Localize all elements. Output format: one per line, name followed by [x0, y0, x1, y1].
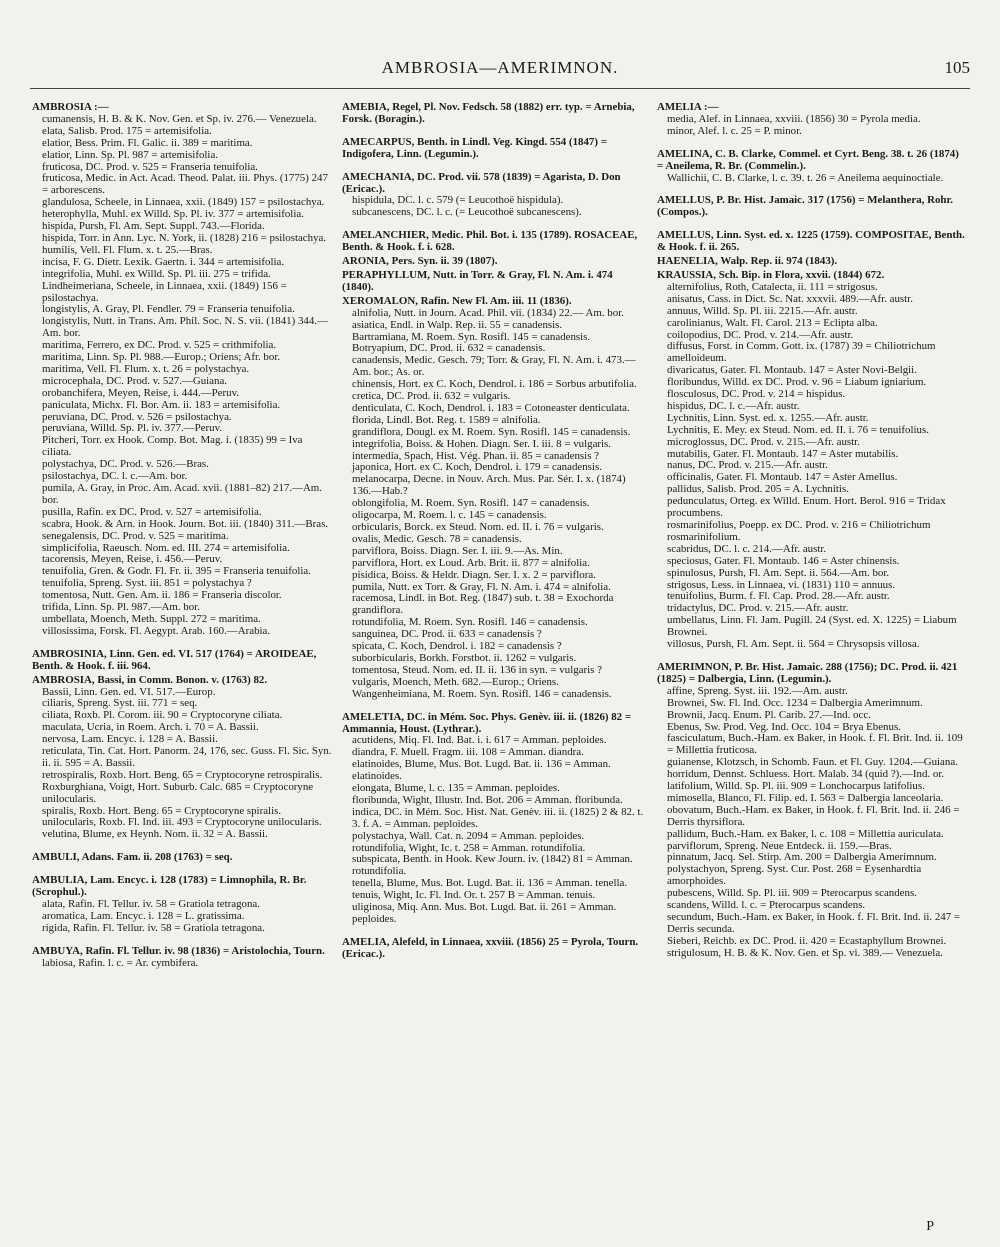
species-entry: nanus, DC. Prod. v. 215.—Afr. austr.: [667, 459, 828, 472]
species-entry: coilopodius, DC. Prod. v. 214.—Afr. austr.: [667, 328, 854, 341]
species-entry: Wallichii, C. B. Clarke, l. c. 39. t. 26 = Aneilema aequinoctiale.: [667, 171, 944, 184]
column-right: [657, 100, 967, 1210]
species-entry: affine, Spreng. Syst. iii. 192.—Am. austr.: [667, 684, 848, 697]
header-rule: [30, 88, 970, 89]
species-entry: fruticosa, Medic. in Act. Acad. Theod. Palat. iii. Phys. (1775) 247 = arborescens.: [42, 172, 328, 197]
species-entry: pisidica, Boiss. & Heldr. Diagn. Ser. I. x. 2 = parviflora.: [352, 568, 596, 581]
species-entry: alnifolia, Nutt. in Journ. Acad. Phil. vii. (1834) 22.— Am. bor.: [352, 306, 624, 319]
species-entry: pubescens, Willd. Sp. Pl. iii. 909 = Pterocarpus scandens.: [667, 887, 917, 900]
species-entry: rosmarinifolius, Poepp. ex DC. Prod. v. 216 = Chiliotrichum rosmarinifolium.: [667, 519, 931, 543]
genus-entry: KRAUSSIA, Sch. Bip. in Flora, xxvii. (1844) 672.: [657, 268, 885, 281]
species-entry: grandiflora, Dougl. ex M. Roem. Syn. Rosifl. 145 = canadensis.: [352, 425, 631, 438]
species-entry: pumila, A. Gray, in Proc. Am. Acad. xvii. (1881–82) 217.—Am. bor.: [42, 482, 323, 506]
genus-entry: AMELLUS, P. Br. Hist. Jamaic. 317 (1756) = Melanthera, Rohr. (Compos.).: [657, 194, 954, 219]
species-entry: officinalis, Gater. Fl. Montaub. 147 = Aster Amellus.: [667, 471, 898, 484]
species-entry: incisa, F. G. Dietr. Lexik. Gaertn. i. 344 = artemisifolia.: [42, 255, 285, 268]
running-title: AMBROSIA—AMERIMNON.: [381, 58, 619, 77]
species-entry: heterophylla, Muhl. ex Willd. Sp. Pl. iv. 377 = artemisifolia.: [42, 208, 304, 221]
species-entry: Lychnitis, Linn. Syst. ed. x. 1255.—Afr. austr.: [667, 411, 869, 424]
entry-spacer: [657, 651, 967, 660]
species-entry: racemosa, Lindl. in Bot. Reg. (1847) sub. t. 38 = Exochorda grandiflora.: [352, 592, 614, 617]
species-entry: umbellata, Moench, Meth. Suppl. 272 = maritima.: [42, 612, 261, 625]
species-entry: strigosus, Less. in Linnaea, vi. (1831) 110 = annuus.: [667, 578, 896, 591]
species-entry: nervosa, Lam. Encyc. i. 128 = A. Bassii.: [42, 733, 218, 746]
species-entry: mimosella, Blanco, Fl. Filip. ed. I. 563 = Dalbergia lanceolaria.: [667, 791, 944, 804]
species-entry: aromatica, Lam. Encyc. i. 128 = L. gratissima.: [42, 909, 245, 922]
species-entry: tomentosa, Steud. Nom. ed. II. ii. 136 in syn. = vulgaris ?: [352, 663, 602, 676]
species-entry: elatinoides, Blume, Mus. Bot. Lugd. Bat. ii. 136 = Amman. elatinoides.: [352, 758, 611, 783]
species-entry: japonica, Hort. ex C. Koch, Dendrol. i. 179 = canadensis.: [352, 461, 602, 474]
species-entry: elatior, Bess. Prim. Fl. Galic. ii. 389 = maritima.: [42, 136, 253, 149]
species-entry: umbellatus, Linn. Fl. Jam. Pugill. 24 (Syst. ed. X. 1225) = Liabum Brownei.: [667, 614, 957, 639]
species-entry: Pitcheri, Torr. ex Hook. Comp. Bot. Mag. i. (1835) 99 = Iva ciliata.: [42, 434, 303, 459]
entry-spacer: [657, 138, 967, 147]
species-entry: scabra, Hook. & Arn. in Hook. Journ. Bot. iii. (1840) 311.—Bras.: [42, 517, 329, 530]
species-entry: spinulosus, Pursh, Fl. Am. Sept. ii. 564.—Am. bor.: [667, 566, 890, 579]
species-entry: rigida, Rafin. Fl. Tellur. iv. 58 = Gratiola tetragona.: [42, 921, 265, 934]
species-entry: velutina, Blume, ex Heynh. Nom. ii. 32 = A. Bassii.: [42, 828, 268, 841]
species-entry: polystachyon, Spreng. Syst. Cur. Post. 268 = Eysenhardtia amorphoides.: [667, 863, 922, 888]
genus-entry: AMECARPUS, Benth. in Lindl. Veg. Kingd. 554 (1847) = Indigofera, Linn. (Legumin.).: [342, 135, 607, 160]
entry-spacer: [32, 935, 332, 944]
species-entry: parviflora, Boiss. Diagn. Ser. I. iii. 9.—As. Min.: [352, 544, 563, 557]
species-entry: unilocularis, Roxb. Fl. Ind. iii. 493 = Cryptocoryne unilocularis.: [42, 816, 322, 829]
genus-entry: AMBULIA, Lam. Encyc. i. 128 (1783) = Limnophila, R. Br. (Scrophul.).: [32, 874, 307, 899]
species-entry: indica, DC. in Mém. Soc. Hist. Nat. Genèv. iii. ii. (1825) 2 & 82. t. 3. f. A. = Amman. peploides.: [352, 805, 644, 830]
species-entry: hispidula, DC. l. c. 579 (= Leucothoë hispidula).: [352, 194, 564, 207]
species-entry: tenuis, Wight, Ic. Fl. Ind. Or. t. 257 B = Amman. tenuis.: [352, 889, 596, 902]
species-entry: melanocarpa, Decne. in Nouv. Arch. Mus. Par. Sér. I. x. (1874) 136.—Hab.?: [352, 473, 626, 498]
genus-entry: AMBROSIA, Bassi, in Comm. Bonon. v. (1763) 82.: [32, 673, 268, 686]
species-entry: flosculosus, DC. Prod. v. 214 = hispidus.: [667, 388, 846, 401]
species-entry: cumanensis, H. B. & K. Nov. Gen. et Sp. iv. 276.— Venezuela.: [42, 112, 317, 125]
species-entry: media, Alef. in Linnaea, xxviii. (1856) 30 = Pyrola media.: [667, 112, 921, 125]
genus-entry: XEROMALON, Rafin. New Fl. Am. iii. 11 (1836).: [342, 294, 572, 307]
species-entry: tenuifolia, Gren. & Godr. Fl. Fr. ii. 395 = Franseria tenuifolia.: [42, 565, 311, 578]
entry-spacer: [342, 219, 647, 228]
species-entry: Lindheimeriana, Scheele, in Linnaea, xxii. (1849) 156 = psilostachya.: [42, 279, 287, 304]
species-entry: subcanescens, DC. l. c. (= Leucothoë subcanescens).: [352, 206, 582, 219]
species-entry: diffusus, Forst. in Comm. Gott. ix. (1787) 39 = Chiliotrichum amelloideum.: [667, 340, 936, 365]
species-entry: pedunculatus, Orteg. ex Willd. Enum. Hort. Berol. 916 = Tridax procumbens.: [667, 495, 946, 520]
species-entry: asiatica, Endl. in Walp. Rep. ii. 55 = canadensis.: [352, 318, 563, 331]
species-entry: strigulosum, H. B. & K. Nov. Gen. et Sp. vi. 389.— Venezuela.: [667, 946, 943, 959]
entry-spacer: [657, 184, 967, 193]
species-entry: integrifolia, Muhl. ex Willd. Sp. Pl. iii. 275 = trifida.: [42, 267, 271, 280]
species-entry: florida, Lindl. Bot. Reg. t. 1589 = alnifolia.: [352, 413, 541, 426]
species-entry: horridum, Dennst. Schluess. Hort. Malab. 34 (quid ?).—Ind. or.: [667, 768, 945, 781]
entry-spacer: [32, 841, 332, 850]
species-entry: rotundifolia, M. Roem. Syn. Rosifl. 146 = canadensis.: [352, 616, 588, 629]
species-entry: orobanchifera, Meyen, Reise, i. 444.—Peruv.: [42, 386, 240, 399]
species-entry: speciosus, Gater. Fl. Montaub. 146 = Aster chinensis.: [667, 554, 900, 567]
column-left: [32, 100, 332, 1210]
species-entry: alternifolius, Roth, Catalecta, ii. 111 = strigosus.: [667, 280, 878, 293]
species-entry: labiosa, Rafin. l. c. = Ar. cymbifera.: [42, 956, 199, 969]
species-entry: tenuifolia, Spreng. Syst. iii. 851 = polystachya ?: [42, 577, 252, 590]
page-header: [30, 58, 970, 82]
species-entry: oblongifolia, M. Roem. Syn. Rosifl. 147 = canadensis.: [352, 497, 590, 510]
species-entry: tacorensis, Meyen, Reise, i. 456.—Peruv.: [42, 553, 223, 566]
species-entry: rotundifolia, Wight, Ic. t. 258 = Amman. rotundifolia.: [352, 841, 586, 854]
genus-entry: AMELETIA, DC. in Mém. Soc. Phys. Genèv. iii. ii. (1826) 82 = Ammannia, Houst. (Lythrar.).: [342, 710, 632, 735]
species-entry: maculata, Ucria, in Roem. Arch. i. 70 = A. Bassii.: [42, 721, 259, 734]
species-entry: longistylis, A. Gray, Pl. Fendler. 79 = Franseria tenuifolia.: [42, 303, 295, 316]
species-entry: Ebenus, Sw. Prod. Veg. Ind. Occ. 104 = Brya Ebenus.: [667, 720, 901, 733]
genus-entry: PERAPHYLLUM, Nutt. in Torr. & Gray, Fl. N. Am. i. 474 (1840).: [342, 268, 613, 293]
species-entry: simplicifolia, Raeusch. Nom. ed. III. 274 = artemisifolia.: [42, 541, 290, 554]
species-entry: vulgaris, Moench, Meth. 682.—Europ.; Oriens.: [352, 675, 559, 688]
species-entry: canadensis, Medic. Gesch. 79; Torr. & Gray, Fl. N. Am. i. 473.—Am. bor.; As. or.: [352, 354, 636, 379]
species-entry: integrifolia, Boiss. & Hohen. Diagn. Ser. I. iii. 8 = vulgaris.: [352, 437, 612, 450]
genus-entry: AMBROSINIA, Linn. Gen. ed. VI. 517 (1764) = AROIDEAE, Benth. & Hook. f. iii. 964.: [32, 647, 317, 672]
species-entry: humilis, Vell. Fl. Flum. x. t. 25.—Bras.: [42, 243, 213, 256]
species-entry: elatior, Linn. Sp. Pl. 987 = artemisifolia.: [42, 148, 218, 161]
species-entry: pinnatum, Jacq. Sel. Stirp. Am. 200 = Dalbergia Amerimnum.: [667, 851, 937, 864]
species-entry: diandra, F. Muell. Fragm. iii. 108 = Amman. diandra.: [352, 746, 584, 759]
column-middle: [342, 100, 647, 1210]
species-entry: fasciculatum, Buch.-Ham. ex Baker, in Hook. f. Fl. Brit. Ind. ii. 109 = Millettia fruticosa.: [667, 732, 963, 757]
species-entry: subspicata, Benth. in Hook. Kew Journ. iv. (1842) 81 = Amman. rotundifolia.: [352, 853, 633, 878]
genus-entry: AMELIA, Alefeld, in Linnaea, xxviii. (1856) 25 = Pyrola, Tourn. (Ericac.).: [342, 935, 639, 960]
species-entry: glandulosa, Scheele, in Linnaea, xxii. (1849) 157 = psilostachya.: [42, 196, 325, 209]
species-entry: floribunda, Wight, Illustr. Ind. Bot. 206 = Amman. floribunda.: [352, 793, 623, 806]
entry-spacer: [342, 926, 647, 935]
genus-entry: AMBROSIA :—: [32, 101, 109, 113]
signature-mark: P: [926, 1219, 934, 1234]
entry-spacer: [342, 701, 647, 710]
entry-spacer: [657, 219, 967, 228]
genus-entry: ARONIA, Pers. Syn. ii. 39 (1807).: [342, 255, 498, 268]
species-entry: annuus, Willd. Sp. Pl. iii. 2215.—Afr. austr.: [667, 304, 858, 317]
genus-entry: AMELANCHIER, Medic. Phil. Bot. i. 135 (1789). ROSACEAE, Benth. & Hook. f. i. 628.: [342, 229, 638, 254]
species-entry: elata, Salisb. Prod. 175 = artemisifolia.: [42, 124, 212, 137]
genus-entry: HAENELIA, Walp. Rep. ii. 974 (1843).: [657, 255, 838, 268]
species-entry: sanguinea, DC. Prod. ii. 633 = canadensis ?: [352, 628, 542, 641]
species-entry: peruviana, DC. Prod. v. 526 = psilostachya.: [42, 410, 232, 423]
species-entry: microcephala, DC. Prod. v. 527.—Guiana.: [42, 374, 227, 387]
species-entry: Sieberi, Reichb. ex DC. Prod. ii. 420 = Ecastaphyllum Brownei.: [667, 934, 947, 947]
genus-entry: AMBULI, Adans. Fam. ii. 208 (1763) = seq.: [32, 851, 233, 864]
species-entry: pallidus, Salisb. Prod. 205 = A. Lychnitis.: [667, 483, 849, 496]
species-entry: uliginosa, Miq. Ann. Mus. Bot. Lugd. Bat. ii. 261 = Amman. peploides.: [352, 901, 617, 925]
species-entry: parviflorum, Spreng. Neue Entdeck. ii. 159.—Bras.: [667, 839, 892, 852]
species-entry: tomentosa, Nutt. Gen. Am. ii. 186 = Franseria discolor.: [42, 589, 282, 602]
species-entry: acutidens, Miq. Fl. Ind. Bat. i. i. 617 = Amman. peploides.: [352, 734, 607, 747]
species-entry: Wangenheimiana, M. Roem. Syn. Rosifl. 146 = canadensis.: [352, 687, 612, 700]
species-entry: anisatus, Cass. in Dict. Sc. Nat. xxxvii. 489.—Afr. austr.: [667, 292, 913, 305]
species-entry: Lychnitis, E. Mey. ex Steud. Nom. ed. II. i. 76 = tenuifolius.: [667, 423, 929, 436]
species-entry: trifida, Linn. Sp. Pl. 987.—Am. bor.: [42, 601, 200, 614]
species-entry: obovatum, Buch.-Ham. ex Baker, in Hook. f. Fl. Brit. Ind. ii. 246 = Derris thyrsiflora.: [667, 803, 960, 828]
genus-entry: AMERIMNON, P. Br. Hist. Jamaic. 288 (1756); DC. Prod. ii. 421 (1825) = Dalbergia, Linn. (Legumin.).: [657, 660, 958, 685]
genus-entry: AMELIA :—: [657, 101, 719, 113]
species-entry: villosissima, Forsk. Fl. Aegypt. Arab. 160.—Arabia.: [42, 624, 271, 637]
species-entry: Botryapium, DC. Prod. ii. 632 = canadensis.: [352, 342, 546, 355]
species-entry: tenuifolius, Burm. f. Fl. Cap. Prod. 28.—Afr. austr.: [667, 590, 890, 603]
species-entry: intermedia, Spach, Hist. Vég. Phan. ii. 85 = canadensis ?: [352, 449, 599, 462]
species-entry: villosus, Pursh, Fl. Am. Sept. ii. 564 = Chrysopsis villosa.: [667, 638, 920, 651]
entry-spacer: [342, 126, 647, 135]
species-entry: carolinianus, Walt. Fl. Carol. 213 = Eclipta alba.: [667, 316, 878, 329]
species-entry: alata, Rafin. Fl. Tellur. iv. 58 = Gratiola tetragona.: [42, 898, 260, 910]
species-entry: senegalensis, DC. Prod. v. 525 = maritima.: [42, 529, 229, 542]
species-entry: ciliaris, Spreng. Syst. iii. 771 = seq.: [42, 697, 198, 710]
species-entry: psilostachya, DC. l. c.—Am. bor.: [42, 470, 188, 483]
species-entry: divaricatus, Gater. Fl. Montaub. 147 = Aster Novi-Belgii.: [667, 364, 917, 377]
species-entry: suborbicularis, Borkh. Forstbot. ii. 1262 = vulgaris.: [352, 651, 577, 664]
species-entry: paniculata, Michx. Fl. Bor. Am. ii. 183 = artemisifolia.: [42, 398, 281, 411]
species-entry: retrospiralis, Roxb. Hort. Beng. 65 = Cryptocoryne retrospiralis.: [42, 768, 323, 781]
species-entry: hispida, Torr. in Ann. Lyc. N. York, ii. (1828) 216 = psilostachya.: [42, 231, 327, 244]
genus-entry: AMELINA, C. B. Clarke, Commel. et Cyrt. Beng. 38. t. 26 (1874) = Aneilema, R. Br. (Commelin.).: [657, 147, 959, 172]
species-entry: ciliata, Roxb. Pl. Corom. iii. 90 = Cryptocoryne ciliata.: [42, 709, 283, 722]
entry-spacer: [32, 638, 332, 647]
species-entry: longistylis, Nutt. in Trans. Am. Phil. Soc. N. S. vii. (1841) 344.—Am. bor.: [42, 315, 328, 340]
genus-entry: AMELLUS, Linn. Syst. ed. x. 1225 (1759). COMPOSITAE, Benth. & Hook. f. ii. 265.: [657, 229, 965, 254]
species-entry: parviflora, Hort. ex Loud. Arb. Brit. ii. 877 = alnifolia.: [352, 556, 590, 569]
species-entry: tridactylus, DC. Prod. v. 215.—Afr. austr.: [667, 602, 849, 615]
species-entry: scandens, Willd. l. c. = Pterocarpus scandens.: [667, 899, 866, 912]
species-entry: pusilla, Rafin. ex DC. Prod. v. 527 = artemisifolia.: [42, 505, 262, 518]
species-entry: denticulata, C. Koch, Dendrol. i. 183 = Cotoneaster denticulata.: [352, 401, 630, 414]
genus-entry: AMECHANIA, DC. Prod. vii. 578 (1839) = Agarista, D. Don (Ericac.).: [342, 170, 621, 195]
species-entry: hispida, Pursh, Fl. Am. Sept. Suppl. 743.—Florida.: [42, 220, 265, 233]
species-entry: cretica, DC. Prod. ii. 632 = vulgaris.: [352, 390, 511, 403]
species-entry: reticulata, Tin. Cat. Hort. Panorm. 24, 176, sec. Guss. Fl. Sic. Syn. ii. ii. 595 = A. Bassii.: [42, 745, 332, 769]
species-entry: Brownei, Sw. Fl. Ind. Occ. 1234 = Dalbergia Amerimnum.: [667, 696, 923, 709]
species-entry: scabridus, DC. l. c. 214.—Afr. austr.: [667, 542, 827, 555]
species-entry: fruticosa, DC. Prod. v. 525 = Franseria tenuifolia.: [42, 160, 258, 173]
species-entry: Brownii, Jacq. Enum. Pl. Carib. 27.—Ind. occ.: [667, 708, 871, 721]
species-entry: ovalis, Medic. Gesch. 78 = canadensis.: [352, 532, 522, 545]
species-entry: oligocarpa, M. Roem. l. c. 145 = canadensis.: [352, 509, 547, 522]
species-entry: elongata, Blume, l. c. 135 = Amman. peploides.: [352, 782, 560, 795]
page-number: 105: [944, 58, 970, 77]
species-entry: polystachya, DC. Prod. v. 526.—Bras.: [42, 458, 209, 471]
species-entry: pallidum, Buch.-Ham. ex Baker, l. c. 108 = Millettia auriculata.: [667, 827, 944, 840]
species-entry: Roxburghiana, Voigt, Hort. Suburb. Calc. 685 = Cryptocoryne unilocularis.: [42, 780, 314, 805]
species-entry: Bartramiana, M. Roem. Syn. Rosifl. 145 = canadensis.: [352, 330, 591, 343]
species-entry: polystachya, Wall. Cat. n. 2094 = Amman. peploides.: [352, 829, 585, 842]
species-entry: maritima, Linn. Sp. Pl. 988.—Europ.; Oriens; Afr. bor.: [42, 351, 281, 364]
species-entry: tenella, Blume, Mus. Bot. Lugd. Bat. ii. 136 = Amman. tenella.: [352, 877, 628, 890]
species-entry: orbicularis, Borck. ex Steud. Nom. ed. II. i. 76 = vulgaris.: [352, 521, 604, 533]
species-entry: maritima, Vell. Fl. Flum. x. t. 26 = polystachya.: [42, 362, 250, 375]
species-entry: microglossus, DC. Prod. v. 215.—Afr. austr.: [667, 435, 860, 448]
species-entry: maritima, Ferrero, ex DC. Prod. v. 525 = crithmifolia.: [42, 339, 277, 352]
entry-spacer: [32, 864, 332, 873]
species-entry: peruviana, Willd. Sp. Pl. iv. 377.—Peruv.: [42, 422, 223, 435]
species-entry: chinensis, Hort. ex C. Koch, Dendrol. i. 186 = Sorbus arbutifolia.: [352, 378, 637, 391]
species-entry: hispidus, DC. l. c.—Afr. austr.: [667, 399, 800, 412]
genus-entry: AMBUYA, Rafin. Fl. Tellur. iv. 98 (1836) = Aristolochia, Tourn.: [32, 944, 325, 957]
species-entry: pumila, Nutt. ex Torr. & Gray, Fl. N. Am. i. 474 = alnifolia.: [352, 580, 611, 593]
genus-entry: AMEBIA, Regel, Pl. Nov. Fedsch. 58 (1882) err. typ. = Arnebia, Forsk. (Boragin.).: [342, 101, 635, 125]
species-entry: minor, Alef. l. c. 25 = P. minor.: [667, 124, 802, 137]
species-entry: spiralis, Roxb. Hort. Beng. 65 = Cryptocoryne spiralis.: [42, 804, 282, 817]
species-entry: guianense, Klotzsch, in Schomb. Faun. et Fl. Guy. 1204.—Guiana.: [667, 756, 958, 769]
species-entry: latifolium, Willd. Sp. Pl. iii. 909 = Lonchocarpus latifolius.: [667, 780, 925, 793]
entry-spacer: [342, 161, 647, 170]
species-entry: Bassii, Linn. Gen. ed. VI. 517.—Europ.: [42, 685, 216, 698]
species-entry: secundum, Buch.-Ham. ex Baker, in Hook. f. Fl. Brit. Ind. ii. 247 = Derris secunda.: [667, 911, 961, 935]
species-entry: floribundus, Willd. ex DC. Prod. v. 96 = Liabum igniarium.: [667, 376, 927, 389]
species-entry: mutabilis, Gater. Fl. Montaub. 147 = Aster mutabilis.: [667, 447, 899, 460]
species-entry: spicata, C. Koch, Dendrol. i. 182 = canadensis ?: [352, 640, 562, 653]
